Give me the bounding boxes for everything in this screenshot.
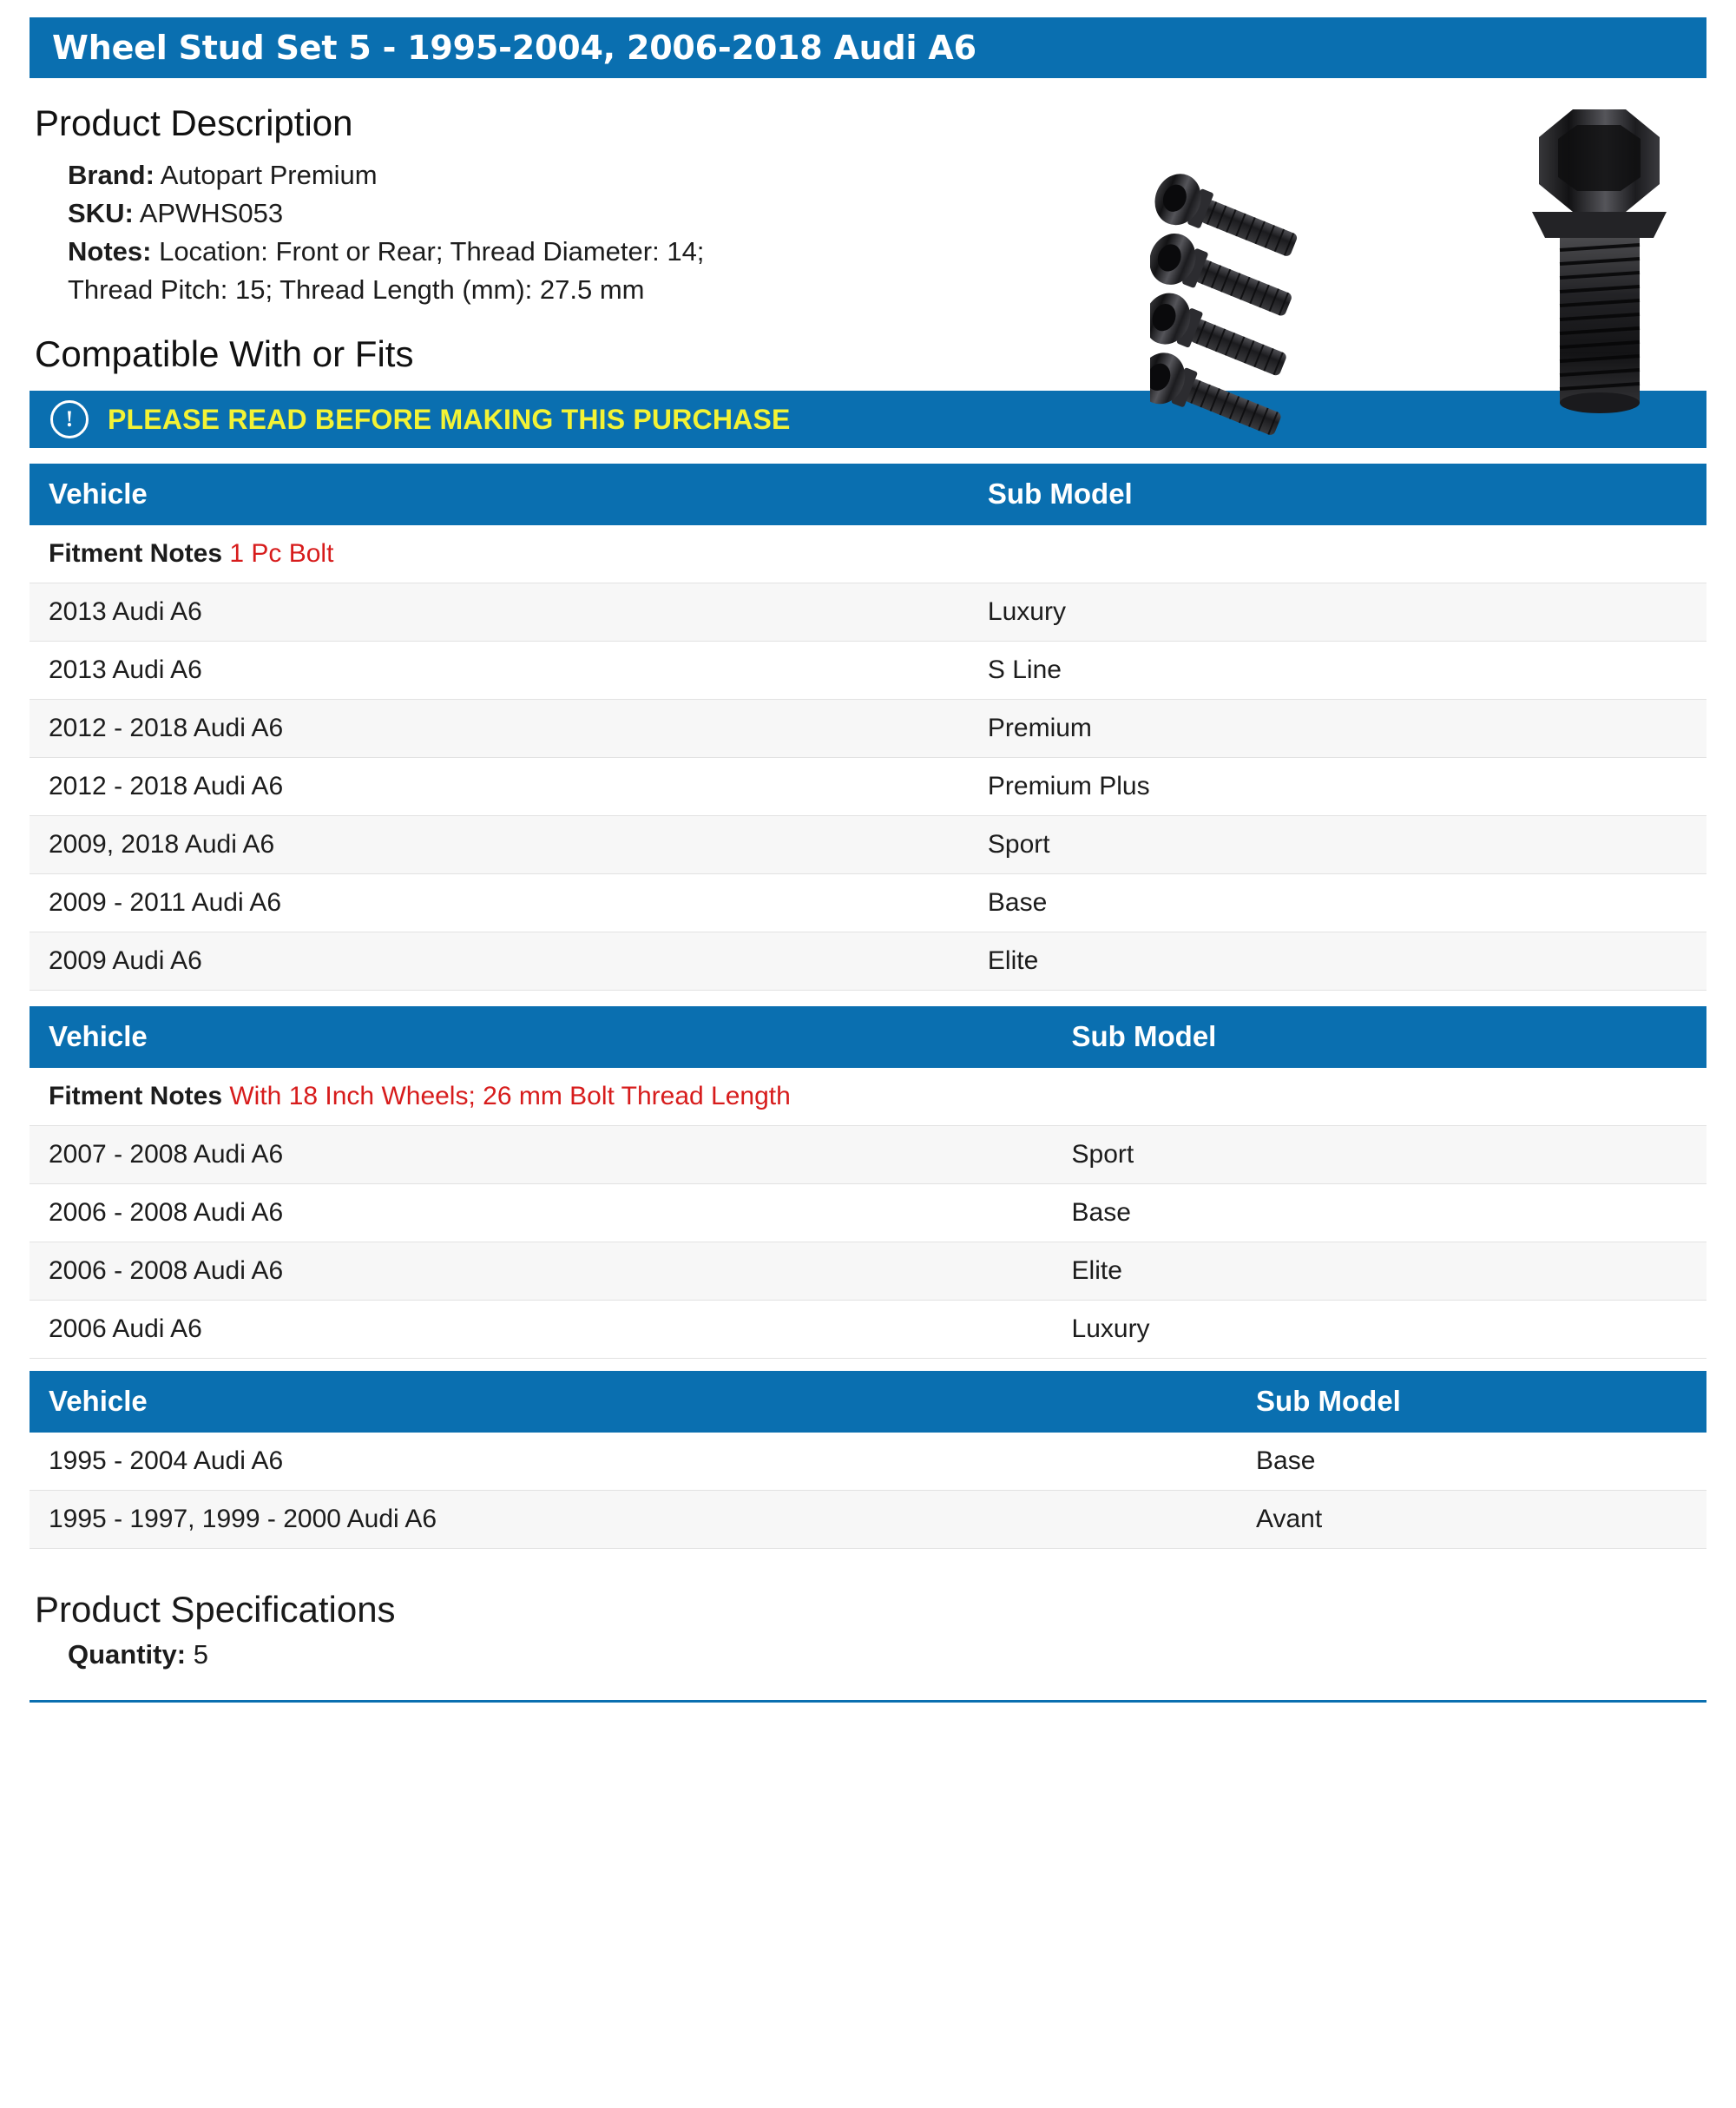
fitment-notes-cell (30, 1068, 1706, 1126)
cell-sub-model: Premium (969, 700, 1706, 758)
exclamation-circle-icon: ! (50, 400, 89, 438)
sku-value: APWHS053 (139, 198, 284, 229)
table-row (30, 1491, 1706, 1549)
cell-sub-model: Luxury (969, 583, 1706, 642)
cell-vehicle: 2009, 2018 Audi A6 (30, 816, 969, 874)
table-row (30, 816, 1706, 874)
cell-vehicle: 2006 - 2008 Audi A6 (30, 1184, 1053, 1242)
cell-vehicle: 2006 Audi A6 (30, 1301, 1053, 1359)
fitment-table-3 (30, 1371, 1706, 1549)
fitment-notes-cell (30, 525, 1706, 583)
cell-sub-model: Luxury (1053, 1301, 1706, 1359)
column-header-sub-model: Sub Model (1237, 1371, 1706, 1433)
cell-sub-model: Sport (1053, 1126, 1706, 1184)
sku-label: SKU: (68, 198, 134, 229)
table-row (30, 700, 1706, 758)
brand-label: Brand: (68, 160, 155, 190)
table-row (30, 1242, 1706, 1301)
product-image (1150, 96, 1688, 460)
cell-sub-model: Avant (1237, 1491, 1706, 1549)
column-header-vehicle: Vehicle (30, 464, 969, 525)
table-row (30, 583, 1706, 642)
fitment-notes-row (30, 525, 1706, 583)
cell-sub-model: Elite (1053, 1242, 1706, 1301)
fitment-notes-label: Fitment Notes (49, 1082, 223, 1111)
cell-vehicle: 2009 - 2011 Audi A6 (30, 874, 969, 932)
fitment-notes-value: With 18 Inch Wheels; 26 mm Bolt Thread Length (229, 1082, 791, 1111)
cell-vehicle: 2012 - 2018 Audi A6 (30, 758, 969, 816)
table-row (30, 1301, 1706, 1359)
fitment-table-1 (30, 464, 1706, 991)
cell-sub-model: Base (969, 874, 1706, 932)
cell-vehicle: 2007 - 2008 Audi A6 (30, 1126, 1053, 1184)
table-row (30, 758, 1706, 816)
notes-value-line-2: Thread Pitch: 15; Thread Length (mm): 27.5 mm (68, 274, 645, 306)
cell-sub-model: S Line (969, 642, 1706, 700)
table-row (30, 1433, 1706, 1491)
cell-sub-model: Premium Plus (969, 758, 1706, 816)
cell-sub-model: Base (1237, 1433, 1706, 1491)
fitment-notes-row (30, 1068, 1706, 1126)
fitment-table-2-wrap (30, 1006, 1706, 1359)
fitment-notes-label: Fitment Notes (49, 539, 223, 569)
notes-line (68, 233, 1158, 271)
column-header-sub-model: Sub Model (969, 464, 1706, 525)
purchase-warning-text: PLEASE READ BEFORE MAKING THIS PURCHASE (108, 403, 791, 435)
quantity-value: 5 (193, 1639, 208, 1670)
table-header-row (30, 1006, 1706, 1068)
cell-sub-model: Elite (969, 932, 1706, 991)
table-row (30, 1126, 1706, 1184)
cell-vehicle: 2012 - 2018 Audi A6 (30, 700, 969, 758)
column-header-sub-model: Sub Model (1053, 1006, 1706, 1068)
cell-vehicle: 2013 Audi A6 (30, 583, 969, 642)
table-row (30, 874, 1706, 932)
fitment-table-1-wrap (30, 464, 1706, 991)
cell-vehicle: 2013 Audi A6 (30, 642, 969, 700)
cell-sub-model: Sport (969, 816, 1706, 874)
cell-vehicle: 1995 - 1997, 1999 - 2000 Audi A6 (30, 1491, 1237, 1549)
quantity-line (68, 1639, 1706, 1670)
fitment-table-2 (30, 1006, 1706, 1359)
fitment-table-3-wrap (30, 1371, 1706, 1549)
fitment-notes-value: 1 Pc Bolt (229, 539, 334, 569)
bottom-divider (30, 1700, 1706, 1703)
column-header-vehicle: Vehicle (30, 1006, 1053, 1068)
compatible-heading: Compatible With or Fits (35, 333, 414, 375)
notes-label: Notes: (68, 236, 152, 267)
notes-line-2 (68, 271, 1158, 309)
notes-value-line-1: Location: Front or Rear; Thread Diameter: 14; (159, 236, 705, 267)
cell-sub-model: Base (1053, 1184, 1706, 1242)
cell-vehicle: 2006 - 2008 Audi A6 (30, 1242, 1053, 1301)
table-row (30, 1184, 1706, 1242)
product-description-block (30, 156, 1158, 309)
column-header-vehicle: Vehicle (30, 1371, 1237, 1433)
product-detail-page (0, 17, 1736, 1703)
quantity-label: Quantity: (68, 1639, 187, 1670)
brand-line (68, 156, 1158, 194)
sku-line (68, 194, 1158, 233)
cell-vehicle: 1995 - 2004 Audi A6 (30, 1433, 1237, 1491)
table-header-row (30, 1371, 1706, 1433)
product-description-heading: Product Description (35, 102, 353, 143)
page-title: Wheel Stud Set 5 - 1995-2004, 2006-2018 Audi A6 (52, 29, 976, 67)
page-title-bar (30, 17, 1706, 78)
table-row (30, 642, 1706, 700)
table-header-row (30, 464, 1706, 525)
product-specifications-heading: Product Specifications (35, 1589, 396, 1630)
brand-value: Autopart Premium (160, 160, 378, 190)
cell-vehicle: 2009 Audi A6 (30, 932, 969, 991)
table-row (30, 932, 1706, 991)
